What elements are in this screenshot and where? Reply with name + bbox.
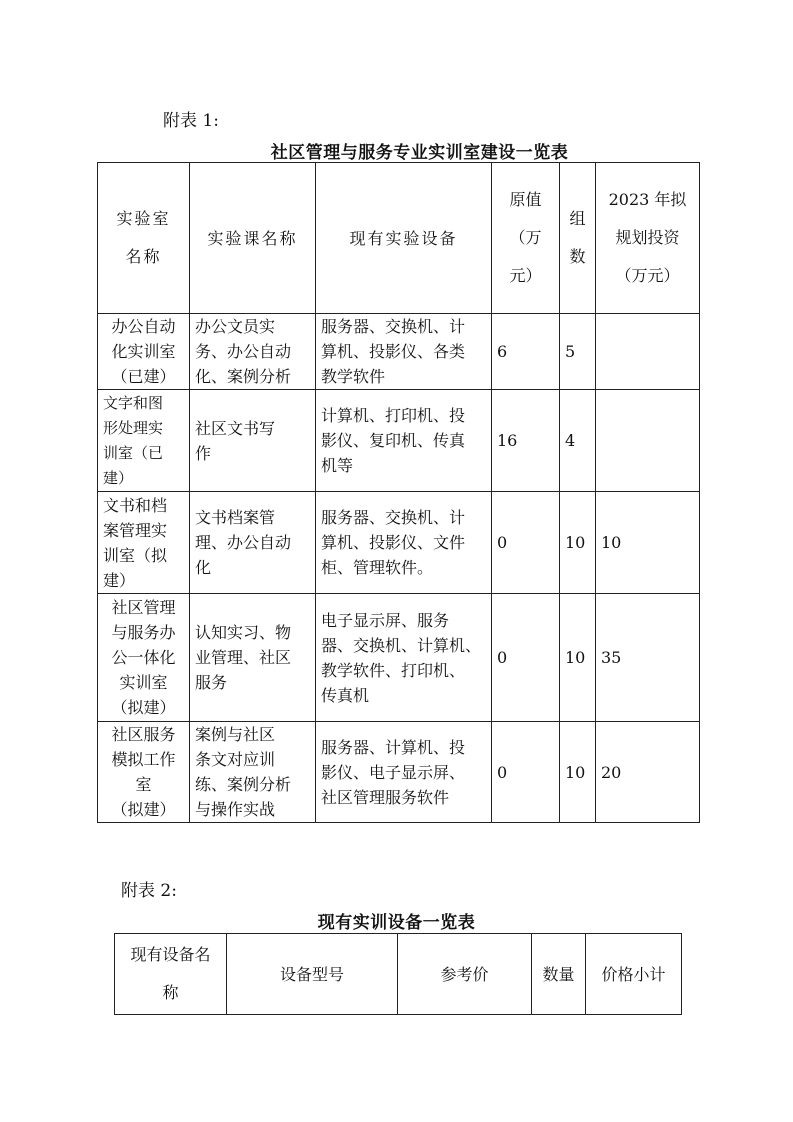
table-row (98, 390, 700, 492)
investment-cell (596, 314, 700, 390)
header-equipment: 现有实验设备 (316, 163, 492, 314)
header-lab-name: 实验室 名称 (98, 163, 190, 314)
groups-cell: 10 (560, 594, 596, 722)
lab-name-cell: 社区管理 与服务办 公一体化 实训室 （拟建） (98, 594, 190, 722)
groups-cell: 10 (560, 492, 596, 594)
original-value-cell: 6 (492, 314, 560, 390)
equipment-cell: 服务器、交换机、计 算机、投影仪、文件 柜、管理软件。 (316, 492, 492, 594)
equipment-list-table (114, 933, 682, 1015)
course-cell: 社区文书写 作 (190, 390, 316, 492)
groups-cell: 10 (560, 722, 596, 823)
table-row (98, 314, 700, 390)
lab-name-cell: 办公自动 化实训室 （已建） (98, 314, 190, 390)
course-cell: 文书档案管 理、办公自动 化 (190, 492, 316, 594)
header-course: 实验课名称 (190, 163, 316, 314)
investment-cell: 20 (596, 722, 700, 823)
header-device-name: 现有设备名 称 (115, 934, 227, 1015)
header-reference-price: 参考价 (398, 934, 532, 1015)
table-2-title: 现有实训设备一览表 (317, 913, 476, 933)
equipment-cell: 服务器、计算机、投 影仪、电子显示屏、 社区管理服务软件 (316, 722, 492, 823)
lab-name-cell: 文字和图 形处理实 训室（已 建） (98, 390, 190, 492)
attachment-1-label: 附表 1: (163, 111, 219, 131)
header-original-value: 原值 （万 元） (492, 163, 560, 314)
lab-name-cell: 社区服务 模拟工作 室 （拟建） (98, 722, 190, 823)
header-investment: 2023 年拟 规划投资 （万元） (596, 163, 700, 314)
investment-cell: 35 (596, 594, 700, 722)
table-1-title: 社区管理与服务专业实训室建设一览表 (270, 143, 569, 163)
course-cell: 案例与社区 条文对应训 练、案例分析 与操作实战 (190, 722, 316, 823)
investment-cell: 10 (596, 492, 700, 594)
course-cell: 认知实习、物 业管理、社区 服务 (190, 594, 316, 722)
original-value-cell: 0 (492, 492, 560, 594)
header-subtotal: 价格小计 (586, 934, 682, 1015)
groups-cell: 5 (560, 314, 596, 390)
original-value-cell: 0 (492, 594, 560, 722)
table-row (98, 594, 700, 722)
investment-cell (596, 390, 700, 492)
table-header-row (98, 163, 700, 314)
equipment-cell: 服务器、交换机、计 算机、投影仪、各类 教学软件 (316, 314, 492, 390)
table-row (98, 492, 700, 594)
attachment-2-label: 附表 2: (121, 881, 177, 901)
header-model: 设备型号 (227, 934, 398, 1015)
lab-name-cell: 文书和档 案管理实 训室（拟 建） (98, 492, 190, 594)
lab-construction-table (97, 162, 700, 823)
original-value-cell: 0 (492, 722, 560, 823)
course-cell: 办公文员实 务、办公自动 化、案例分析 (190, 314, 316, 390)
table-row (98, 722, 700, 823)
original-value-cell: 16 (492, 390, 560, 492)
groups-cell: 4 (560, 390, 596, 492)
table-2-header-row (115, 934, 682, 1015)
equipment-cell: 计算机、打印机、投 影仪、复印机、传真 机等 (316, 390, 492, 492)
header-quantity: 数量 (532, 934, 586, 1015)
header-groups: 组 数 (560, 163, 596, 314)
equipment-cell: 电子显示屏、服务 器、交换机、计算机、 教学软件、打印机、 传真机 (316, 594, 492, 722)
